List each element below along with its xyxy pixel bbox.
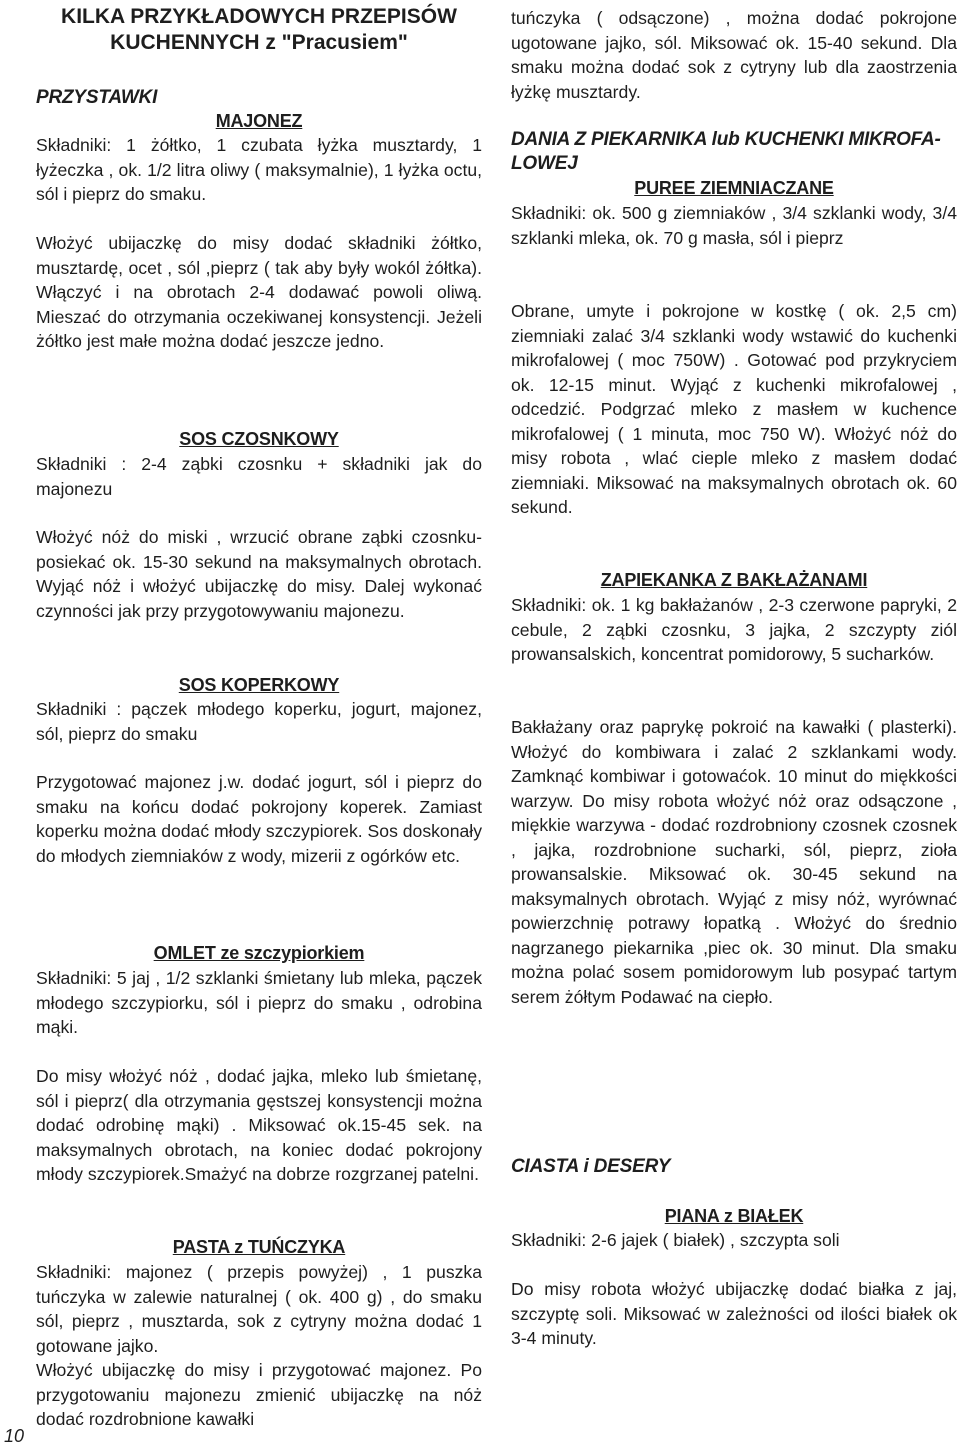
recipe-title-majonez: MAJONEZ xyxy=(215,111,303,131)
recipe-method-pasta: Włożyć ubijaczkę do misy i przygotować majonez. Po przygotowaniu majonezu zmienić ubijaczkę na nóż dodać rozdrobnione kawałki xyxy=(36,1360,482,1429)
recipe-title-piana: PIANA z BIAŁEK xyxy=(664,1206,804,1226)
page-title: KILKA PRZYKŁADOWYCH PRZEPISÓW KUCHENNYCH z "Pracusiem" xyxy=(61,5,457,54)
recipe-ingredients-piana: Składniki: 2-6 jajek ( białek) , szczypta soli xyxy=(511,1230,840,1250)
recipe-title-puree: PUREE ZIEMNIACZANE xyxy=(634,178,834,198)
recipe-ingredients-sos-czosnkowy: Składniki : 2-4 ząbki czosnku + składniki jak do majonezu xyxy=(36,454,482,499)
section-dania: DANIA Z PIEKARNIKA lub KUCHENKI MIKROFA-LOWEJ xyxy=(511,129,941,174)
recipe-method-zapiekanka: Bakłażany oraz paprykę pokroić na kawałki ( plasterki). Włożyć do kombiwara i zalać 2 szklankami wody. Zamknąć kombiwar i gotowaćok. 10 minut do miękkości warzyw. Do misy robota włożyć nóż oraz odsączone , miękkie warzywa - dodać rozdrobniony czosnek czosnek , jajka, rozdrobnione sucharki, sól, pieprz, zioła prowansalskie. Miksować ok. 30-45 sekund na maksymalnych obrotach. Wyjąć z misy nóż, wyrównać powierzchnię potrawy łopatką . Włożyć do średnio nagrzanego piekarnika ,piec ok. 30 minut. Dla smaku można polać sosem pomidorowym lub posypać tartym serem żółtym Podawać na ciepło. xyxy=(511,717,957,1007)
recipe-title-zapiekanka: ZAPIEKANKA Z BAKŁAŻANAMI xyxy=(600,570,868,590)
recipe-method-puree: Obrane, umyte i pokrojone w kostkę ( ok. 2,5 cm) ziemniaki zalać 3/4 szklanki wody wstawić do kuchenki mikrofalowej ( moc 750W) . Gotować pod przykryciem ok. 12-15 minut. Wyjąć z kuchenki mikrofalowej , odcedzić. Podgrzać mleko z masłem w kuchence mikrofalowej ( 1 minuta, moc 750 W). Włożyć nóż do misy robota , wlać cieple mleko z masłem dodać ziemniaki. Miksować na maksymalnych obrotach ok. 60 sekund. xyxy=(511,301,957,517)
recipe-method-majonez: Włożyć ubijaczkę do misy dodać składniki żółtko, musztardę, ocet , sól ,pieprz ( tak aby były wokól żółtka). Włączyć i na obrotach 2-4 dodawać powoli oliwą. Mieszać do otrzymania oczekiwanej konsystencji. Jeżeli żółtko jest małe można dodać jeszcze jedno. xyxy=(36,233,482,351)
recipe-ingredients-omlet: Składniki: 5 jaj , 1/2 szklanki śmietany lub mleka, pączek młodego szczypiorku, sól i pieprz do smaku , odrobina mąki. xyxy=(36,968,482,1037)
recipe-method-piana: Do misy robota włożyć ubijaczkę dodać białka z jaj, szczyptę soli. Miksować w zależności od ilości białek ok 3-4 minuty. xyxy=(511,1279,957,1348)
recipe-method-sos-koperkowy: Przygotować majonez j.w. dodać jogurt, sól i pieprz do smaku na końcu dodać pokrojony koperek. Zamiast koperku można dodać młody szczypiorek. Sos doskonały do młodych ziemniaków z wody, mizerii z ogórków etc. xyxy=(36,772,482,866)
recipe-method-pasta-cont: tuńczyka ( odsączone) , można dodać pokrojone ugotowane jajko, sól. Miksować ok. 15-40 sekund. Dla smaku można dodać sok z cytryny lub dla zaostrzenia łyżkę musztardy. xyxy=(511,8,957,102)
section-przystawki: PRZYSTAWKI xyxy=(36,87,158,108)
recipe-title-pasta: PASTA z TUŃCZYKA xyxy=(172,1237,346,1257)
section-ciasta: CIASTA i DESERY xyxy=(511,1156,671,1177)
recipe-ingredients-puree: Składniki: ok. 500 g ziemniaków , 3/4 szklanki wody, 3/4 szklanki mleka, ok. 70 g masła, sól i pieprz xyxy=(511,203,957,248)
recipe-method-sos-czosnkowy: Włożyć nóż do miski , wrzucić obrane ząbki czosnku- posiekać ok. 15-30 sekund na maksymalnych obrotach. Wyjąć nóż i włożyć ubijaczkę do misy. Dalej wykonać czynności jak przy przygotowywaniu majonezu. xyxy=(36,527,482,621)
recipe-title-sos-koperkowy: SOS KOPERKOWY xyxy=(178,675,340,695)
recipe-ingredients-zapiekanka: Składniki: ok. 1 kg bakłażanów , 2-3 czerwone papryki, 2 cebule, 2 ząbki czosnku, 3 jajka, 2 szczypty ziól prowansalskich, koncentrat pomidorowy, 5 sucharków. xyxy=(511,595,957,664)
recipe-title-omlet: OMLET ze szczypiorkiem xyxy=(153,943,365,963)
page-number: 10 xyxy=(4,1426,25,1446)
recipe-method-omlet: Do misy włożyć nóż , dodać jajka, mleko lub śmietanę, sól i pieprz( dla otrzymania gęstszej konsystencji można dodać odrobinę mąki) . Miksować ok.15-45 sek. na maksymalnych obrotach, na koniec dodać pokrojony młody szczypiorek.Smażyć na dobrze rozgrzanej patelni. xyxy=(36,1066,482,1184)
recipe-title-sos-czosnkowy: SOS CZOSNKOWY xyxy=(179,429,339,449)
recipe-ingredients-sos-koperkowy: Składniki : pączek młodego koperku, jogurt, majonez, sól, pieprz do smaku xyxy=(36,699,482,744)
recipe-ingredients-majonez: Składniki: 1 żółtko, 1 czubata łyżka musztardy, 1 łyżeczka , ok. 1/2 litra oliwy ( maksymalnie), 1 łyżka octu, sól i pieprz do smaku. xyxy=(36,135,482,204)
recipe-ingredients-pasta: Składniki: majonez ( przepis powyżej) , 1 puszka tuńczyka w zalewie naturalnej ( ok. 400 g) , do smaku sól, pieprz , musztarda, sok z cytryny można dodać 1 gotowane jajko. xyxy=(36,1262,482,1356)
